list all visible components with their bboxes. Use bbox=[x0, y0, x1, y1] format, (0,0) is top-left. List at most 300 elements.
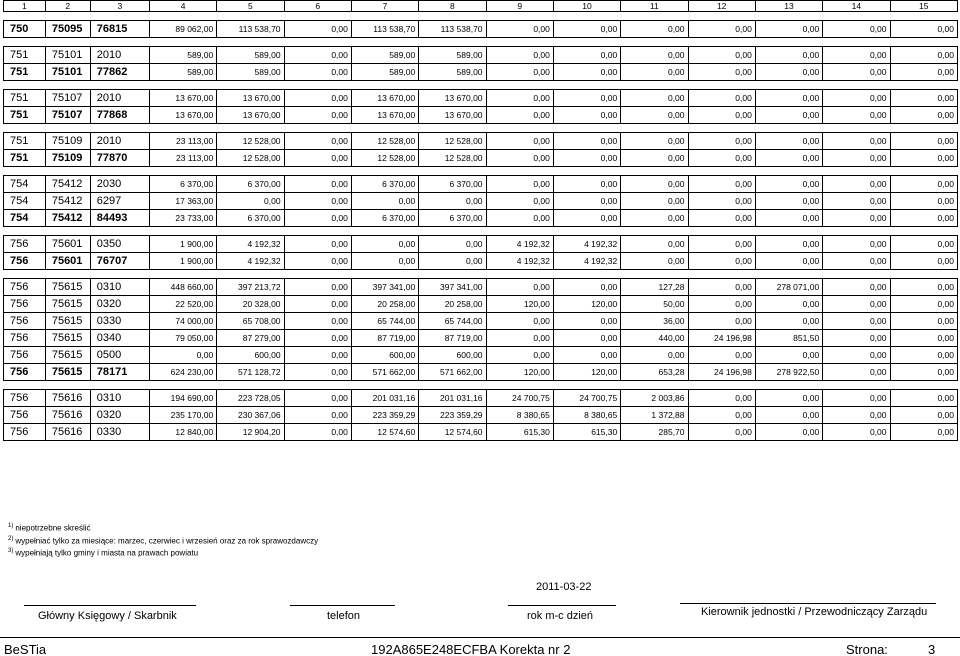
amount-cell: 589,00 bbox=[419, 64, 486, 81]
rozdzial-cell: 75615 bbox=[45, 364, 90, 381]
spacer-cell bbox=[217, 381, 284, 390]
amount-cell: 0,00 bbox=[486, 107, 553, 124]
amount-cell: 0,00 bbox=[688, 253, 755, 270]
amount-cell: 201 031,16 bbox=[351, 390, 418, 407]
amount-cell: 0,00 bbox=[890, 64, 958, 81]
amount-cell: 0,00 bbox=[890, 364, 958, 381]
amount-cell: 17 363,00 bbox=[149, 193, 216, 210]
amount-cell: 23 733,00 bbox=[149, 210, 216, 227]
spacer-cell bbox=[553, 167, 620, 176]
amount-cell: 0,00 bbox=[553, 90, 620, 107]
amount-cell: 0,00 bbox=[823, 296, 890, 313]
phone-label: telefon bbox=[327, 610, 361, 622]
amount-cell: 4 192,32 bbox=[486, 236, 553, 253]
rozdzial-cell: 75101 bbox=[45, 64, 90, 81]
dzial-cell: 756 bbox=[4, 253, 46, 270]
rozdzial-cell: 75616 bbox=[45, 424, 90, 441]
amount-cell: 600,00 bbox=[351, 347, 418, 364]
group-spacer bbox=[4, 381, 958, 390]
amount-cell: 6 370,00 bbox=[351, 176, 418, 193]
spacer-cell bbox=[688, 270, 755, 279]
amount-cell: 120,00 bbox=[486, 296, 553, 313]
rozdzial-cell: 75107 bbox=[45, 107, 90, 124]
amount-cell: 0,00 bbox=[755, 347, 822, 364]
amount-cell: 0,00 bbox=[823, 64, 890, 81]
amount-cell: 0,00 bbox=[688, 210, 755, 227]
amount-cell: 87 719,00 bbox=[351, 330, 418, 347]
amount-cell: 0,00 bbox=[553, 150, 620, 167]
spacer-cell bbox=[621, 167, 688, 176]
amount-cell: 4 192,32 bbox=[553, 253, 620, 270]
dzial-cell: 751 bbox=[4, 64, 46, 81]
spacer-cell bbox=[553, 81, 620, 90]
amount-cell: 0,00 bbox=[553, 176, 620, 193]
amount-cell: 0,00 bbox=[486, 21, 553, 38]
paragraf-cell: 0330 bbox=[90, 424, 149, 441]
spacer-cell bbox=[4, 167, 46, 176]
dzial-cell: 756 bbox=[4, 407, 46, 424]
amount-cell: 0,00 bbox=[553, 107, 620, 124]
amount-cell: 600,00 bbox=[217, 347, 284, 364]
amount-cell: 615,30 bbox=[553, 424, 620, 441]
amount-cell: 113 538,70 bbox=[217, 21, 284, 38]
amount-cell: 0,00 bbox=[688, 193, 755, 210]
amount-cell: 0,00 bbox=[890, 253, 958, 270]
dzial-cell: 751 bbox=[4, 133, 46, 150]
amount-cell: 0,00 bbox=[755, 133, 822, 150]
footnote-1 bbox=[8, 521, 318, 534]
spacer-cell bbox=[486, 167, 553, 176]
spacer-cell bbox=[823, 81, 890, 90]
amount-cell: 0,00 bbox=[553, 330, 620, 347]
spacer-cell bbox=[823, 381, 890, 390]
amount-cell: 0,00 bbox=[823, 407, 890, 424]
column-number: 4 bbox=[149, 1, 216, 12]
footnote-2 bbox=[8, 534, 318, 547]
amount-cell: 0,00 bbox=[823, 424, 890, 441]
amount-cell: 201 031,16 bbox=[419, 390, 486, 407]
amount-cell: 615,30 bbox=[486, 424, 553, 441]
amount-cell: 6 370,00 bbox=[419, 176, 486, 193]
phone-line bbox=[290, 605, 395, 606]
dzial-cell: 750 bbox=[4, 21, 46, 38]
spacer-cell bbox=[217, 81, 284, 90]
amount-cell: 12 840,00 bbox=[149, 424, 216, 441]
amount-cell: 113 538,70 bbox=[419, 21, 486, 38]
rozdzial-cell: 75095 bbox=[45, 21, 90, 38]
spacer-cell bbox=[149, 38, 216, 47]
amount-cell: 397 341,00 bbox=[419, 279, 486, 296]
paragraf-cell: 77870 bbox=[90, 150, 149, 167]
spacer-cell bbox=[688, 124, 755, 133]
paragraf-cell: 76707 bbox=[90, 253, 149, 270]
table-row bbox=[4, 236, 958, 253]
amount-cell: 571 662,00 bbox=[419, 364, 486, 381]
amount-cell: 65 744,00 bbox=[419, 313, 486, 330]
amount-cell: 13 670,00 bbox=[217, 107, 284, 124]
amount-cell: 0,00 bbox=[284, 236, 351, 253]
amount-cell: 0,00 bbox=[890, 424, 958, 441]
amount-cell: 13 670,00 bbox=[149, 107, 216, 124]
spacer-cell bbox=[351, 270, 418, 279]
spacer-cell bbox=[688, 38, 755, 47]
table-row bbox=[4, 347, 958, 364]
amount-cell: 0,00 bbox=[284, 253, 351, 270]
date-line bbox=[508, 605, 616, 606]
amount-cell: 0,00 bbox=[688, 47, 755, 64]
amount-cell: 13 670,00 bbox=[351, 90, 418, 107]
footnote-3 bbox=[8, 546, 318, 559]
amount-cell: 0,00 bbox=[890, 296, 958, 313]
amount-cell: 0,00 bbox=[553, 347, 620, 364]
spacer-cell bbox=[419, 227, 486, 236]
spacer-cell bbox=[45, 124, 90, 133]
column-number: 14 bbox=[823, 1, 890, 12]
amount-cell: 0,00 bbox=[621, 176, 688, 193]
spacer-cell bbox=[553, 124, 620, 133]
amount-cell: 0,00 bbox=[486, 176, 553, 193]
amount-cell: 0,00 bbox=[688, 313, 755, 330]
paragraf-cell: 0320 bbox=[90, 407, 149, 424]
spacer-cell bbox=[217, 12, 284, 21]
spacer-cell bbox=[621, 381, 688, 390]
spacer-cell bbox=[419, 81, 486, 90]
spacer-cell bbox=[755, 124, 822, 133]
column-number: 10 bbox=[553, 1, 620, 12]
amount-cell: 12 528,00 bbox=[217, 150, 284, 167]
spacer-cell bbox=[284, 270, 351, 279]
spacer-cell bbox=[284, 38, 351, 47]
spacer-cell bbox=[45, 167, 90, 176]
amount-cell: 0,00 bbox=[284, 64, 351, 81]
footnotes bbox=[8, 521, 318, 559]
amount-cell: 0,00 bbox=[486, 210, 553, 227]
amount-cell: 440,00 bbox=[621, 330, 688, 347]
group-spacer bbox=[4, 124, 958, 133]
amount-cell: 1 372,88 bbox=[621, 407, 688, 424]
dzial-cell: 756 bbox=[4, 330, 46, 347]
spacer-cell bbox=[755, 38, 822, 47]
amount-cell: 65 708,00 bbox=[217, 313, 284, 330]
spacer-cell bbox=[4, 81, 46, 90]
amount-cell: 0,00 bbox=[755, 253, 822, 270]
spacer-cell bbox=[688, 81, 755, 90]
amount-cell: 0,00 bbox=[284, 407, 351, 424]
spacer-cell bbox=[351, 38, 418, 47]
page-label: Strona: bbox=[846, 642, 888, 656]
dzial-cell: 756 bbox=[4, 364, 46, 381]
amount-cell: 0,00 bbox=[755, 150, 822, 167]
table-row bbox=[4, 133, 958, 150]
amount-cell: 0,00 bbox=[823, 107, 890, 124]
spacer-cell bbox=[553, 38, 620, 47]
amount-cell: 0,00 bbox=[284, 424, 351, 441]
amount-cell: 0,00 bbox=[823, 193, 890, 210]
amount-cell: 87 719,00 bbox=[419, 330, 486, 347]
amount-cell: 0,00 bbox=[823, 210, 890, 227]
dzial-cell: 754 bbox=[4, 176, 46, 193]
amount-cell: 0,00 bbox=[553, 313, 620, 330]
paragraf-cell: 78171 bbox=[90, 364, 149, 381]
amount-cell: 0,00 bbox=[755, 390, 822, 407]
amount-cell: 1 900,00 bbox=[149, 236, 216, 253]
date-label: rok m-c dzień bbox=[527, 610, 594, 622]
amount-cell: 8 380,65 bbox=[553, 407, 620, 424]
spacer-cell bbox=[621, 270, 688, 279]
paragraf-cell: 0330 bbox=[90, 313, 149, 330]
column-number: 12 bbox=[688, 1, 755, 12]
spacer-cell bbox=[755, 227, 822, 236]
spacer-cell bbox=[486, 124, 553, 133]
summary-row bbox=[4, 253, 958, 270]
amount-cell: 0,00 bbox=[890, 330, 958, 347]
amount-cell: 0,00 bbox=[284, 330, 351, 347]
amount-cell: 12 528,00 bbox=[217, 133, 284, 150]
amount-cell: 0,00 bbox=[755, 236, 822, 253]
spacer-cell bbox=[45, 381, 90, 390]
amount-cell: 0,00 bbox=[823, 21, 890, 38]
amount-cell: 12 528,00 bbox=[351, 150, 418, 167]
amount-cell: 4 192,32 bbox=[486, 253, 553, 270]
spacer-cell bbox=[823, 270, 890, 279]
spacer-cell bbox=[351, 81, 418, 90]
spacer-cell bbox=[149, 227, 216, 236]
spacer-cell bbox=[553, 12, 620, 21]
rozdzial-cell: 75101 bbox=[45, 47, 90, 64]
dzial-cell: 756 bbox=[4, 390, 46, 407]
amount-cell: 12 528,00 bbox=[419, 133, 486, 150]
amount-cell: 74 000,00 bbox=[149, 313, 216, 330]
rozdzial-cell: 75615 bbox=[45, 347, 90, 364]
dzial-cell: 751 bbox=[4, 47, 46, 64]
amount-cell: 79 050,00 bbox=[149, 330, 216, 347]
amount-cell: 0,00 bbox=[688, 347, 755, 364]
amount-cell: 571 662,00 bbox=[351, 364, 418, 381]
amount-cell: 0,00 bbox=[486, 47, 553, 64]
amount-cell: 4 192,32 bbox=[217, 236, 284, 253]
amount-cell: 0,00 bbox=[755, 64, 822, 81]
dzial-cell: 756 bbox=[4, 313, 46, 330]
amount-cell: 0,00 bbox=[823, 47, 890, 64]
amount-cell: 13 670,00 bbox=[419, 107, 486, 124]
amount-cell: 0,00 bbox=[755, 424, 822, 441]
amount-cell: 571 128,72 bbox=[217, 364, 284, 381]
rozdzial-cell: 75601 bbox=[45, 253, 90, 270]
amount-cell: 12 528,00 bbox=[419, 150, 486, 167]
report-date: 2011-03-22 bbox=[536, 581, 592, 593]
amount-cell: 0,00 bbox=[284, 313, 351, 330]
amount-cell: 87 279,00 bbox=[217, 330, 284, 347]
spacer-cell bbox=[4, 381, 46, 390]
amount-cell: 0,00 bbox=[688, 150, 755, 167]
amount-cell: 0,00 bbox=[419, 236, 486, 253]
amount-cell: 0,00 bbox=[890, 90, 958, 107]
amount-cell: 0,00 bbox=[890, 407, 958, 424]
amount-cell: 589,00 bbox=[149, 47, 216, 64]
amount-cell: 0,00 bbox=[890, 390, 958, 407]
paragraf-cell: 77862 bbox=[90, 64, 149, 81]
amount-cell: 0,00 bbox=[621, 64, 688, 81]
rozdzial-cell: 75616 bbox=[45, 407, 90, 424]
amount-cell: 0,00 bbox=[755, 296, 822, 313]
spacer-cell bbox=[486, 81, 553, 90]
amount-cell: 0,00 bbox=[890, 107, 958, 124]
accountant-signature-line bbox=[24, 605, 196, 606]
amount-cell: 0,00 bbox=[688, 296, 755, 313]
paragraf-cell: 0340 bbox=[90, 330, 149, 347]
amount-cell: 0,00 bbox=[688, 390, 755, 407]
amount-cell: 0,00 bbox=[486, 90, 553, 107]
footnote-text: wypełniać tylko za miesiące: marzec, czerwiec i wrzesień oraz za rok sprawozdawczy bbox=[15, 536, 319, 546]
amount-cell: 0,00 bbox=[688, 90, 755, 107]
spacer-cell bbox=[45, 81, 90, 90]
paragraf-cell: 2010 bbox=[90, 133, 149, 150]
group-spacer bbox=[4, 12, 958, 21]
amount-cell: 0,00 bbox=[755, 210, 822, 227]
spacer-cell bbox=[755, 167, 822, 176]
dzial-cell: 756 bbox=[4, 424, 46, 441]
amount-cell: 20 258,00 bbox=[351, 296, 418, 313]
rozdzial-cell: 75109 bbox=[45, 133, 90, 150]
amount-cell: 0,00 bbox=[755, 21, 822, 38]
amount-cell: 0,00 bbox=[284, 133, 351, 150]
amount-cell: 0,00 bbox=[284, 347, 351, 364]
amount-cell: 13 670,00 bbox=[419, 90, 486, 107]
amount-cell: 0,00 bbox=[823, 236, 890, 253]
group-spacer bbox=[4, 270, 958, 279]
dzial-cell: 756 bbox=[4, 236, 46, 253]
head-signature-line bbox=[680, 603, 936, 604]
spacer-cell bbox=[149, 381, 216, 390]
amount-cell: 0,00 bbox=[284, 176, 351, 193]
amount-cell: 22 520,00 bbox=[149, 296, 216, 313]
dzial-cell: 754 bbox=[4, 193, 46, 210]
spacer-cell bbox=[486, 38, 553, 47]
spacer-cell bbox=[351, 124, 418, 133]
amount-cell: 0,00 bbox=[621, 210, 688, 227]
spacer-cell bbox=[45, 12, 90, 21]
amount-cell: 36,00 bbox=[621, 313, 688, 330]
spacer-cell bbox=[823, 38, 890, 47]
spacer-cell bbox=[45, 270, 90, 279]
summary-row bbox=[4, 210, 958, 227]
amount-cell: 0,00 bbox=[823, 313, 890, 330]
column-number: 13 bbox=[755, 1, 822, 12]
amount-cell: 12 574,60 bbox=[419, 424, 486, 441]
amount-cell: 397 341,00 bbox=[351, 279, 418, 296]
amount-cell: 223 359,29 bbox=[351, 407, 418, 424]
column-number: 11 bbox=[621, 1, 688, 12]
amount-cell: 0,00 bbox=[890, 47, 958, 64]
dzial-cell: 751 bbox=[4, 90, 46, 107]
footnote-text: niepotrzebne skreślić bbox=[15, 523, 91, 533]
spacer-cell bbox=[149, 167, 216, 176]
spacer-cell bbox=[149, 81, 216, 90]
table-row bbox=[4, 90, 958, 107]
amount-cell: 0,00 bbox=[284, 107, 351, 124]
paragraf-cell: 2030 bbox=[90, 176, 149, 193]
spacer-cell bbox=[90, 124, 149, 133]
column-number: 6 bbox=[284, 1, 351, 12]
amount-cell: 13 670,00 bbox=[149, 90, 216, 107]
paragraf-cell: 0310 bbox=[90, 390, 149, 407]
table-row bbox=[4, 47, 958, 64]
amount-cell: 0,00 bbox=[486, 64, 553, 81]
amount-cell: 0,00 bbox=[621, 347, 688, 364]
amount-cell: 12 904,20 bbox=[217, 424, 284, 441]
spacer-cell bbox=[621, 38, 688, 47]
spacer-cell bbox=[217, 227, 284, 236]
dzial-cell: 751 bbox=[4, 150, 46, 167]
rozdzial-cell: 75412 bbox=[45, 176, 90, 193]
spacer-cell bbox=[755, 81, 822, 90]
amount-cell: 0,00 bbox=[823, 330, 890, 347]
amount-cell: 0,00 bbox=[621, 253, 688, 270]
dzial-cell: 754 bbox=[4, 210, 46, 227]
paragraf-cell: 84493 bbox=[90, 210, 149, 227]
footnote-mark: 2) bbox=[8, 535, 14, 542]
rozdzial-cell: 75615 bbox=[45, 313, 90, 330]
amount-cell: 0,00 bbox=[621, 47, 688, 64]
table-row bbox=[4, 193, 958, 210]
amount-cell: 0,00 bbox=[755, 90, 822, 107]
spacer-cell bbox=[823, 227, 890, 236]
spacer-cell bbox=[755, 270, 822, 279]
amount-cell: 0,00 bbox=[755, 407, 822, 424]
amount-cell: 589,00 bbox=[217, 47, 284, 64]
amount-cell: 0,00 bbox=[284, 193, 351, 210]
amount-cell: 0,00 bbox=[823, 364, 890, 381]
amount-cell: 0,00 bbox=[688, 424, 755, 441]
spacer-cell bbox=[621, 12, 688, 21]
table-row bbox=[4, 313, 958, 330]
amount-cell: 0,00 bbox=[890, 176, 958, 193]
amount-cell: 0,00 bbox=[890, 193, 958, 210]
amount-cell: 589,00 bbox=[351, 64, 418, 81]
spacer-cell bbox=[823, 167, 890, 176]
spacer-cell bbox=[149, 270, 216, 279]
spacer-cell bbox=[419, 124, 486, 133]
amount-cell: 0,00 bbox=[688, 21, 755, 38]
amount-cell: 0,00 bbox=[688, 133, 755, 150]
group-spacer bbox=[4, 38, 958, 47]
amount-cell: 0,00 bbox=[149, 347, 216, 364]
amount-cell: 0,00 bbox=[284, 210, 351, 227]
amount-cell: 23 113,00 bbox=[149, 150, 216, 167]
amount-cell: 24 700,75 bbox=[553, 390, 620, 407]
amount-cell: 6 370,00 bbox=[217, 210, 284, 227]
page-footer bbox=[0, 637, 960, 656]
summary-row bbox=[4, 21, 958, 38]
amount-cell: 653,28 bbox=[621, 364, 688, 381]
spacer-cell bbox=[419, 38, 486, 47]
spacer-cell bbox=[419, 12, 486, 21]
amount-cell: 0,00 bbox=[553, 279, 620, 296]
paragraf-cell: 77868 bbox=[90, 107, 149, 124]
amount-cell: 448 660,00 bbox=[149, 279, 216, 296]
column-number: 5 bbox=[217, 1, 284, 12]
spacer-cell bbox=[890, 124, 958, 133]
amount-cell: 0,00 bbox=[823, 347, 890, 364]
dzial-cell: 756 bbox=[4, 347, 46, 364]
column-numbers-row bbox=[4, 1, 958, 12]
amount-cell: 0,00 bbox=[688, 176, 755, 193]
amount-cell: 89 062,00 bbox=[149, 21, 216, 38]
spacer-cell bbox=[4, 227, 46, 236]
amount-cell: 24 196,98 bbox=[688, 364, 755, 381]
amount-cell: 23 113,00 bbox=[149, 133, 216, 150]
summary-row bbox=[4, 107, 958, 124]
